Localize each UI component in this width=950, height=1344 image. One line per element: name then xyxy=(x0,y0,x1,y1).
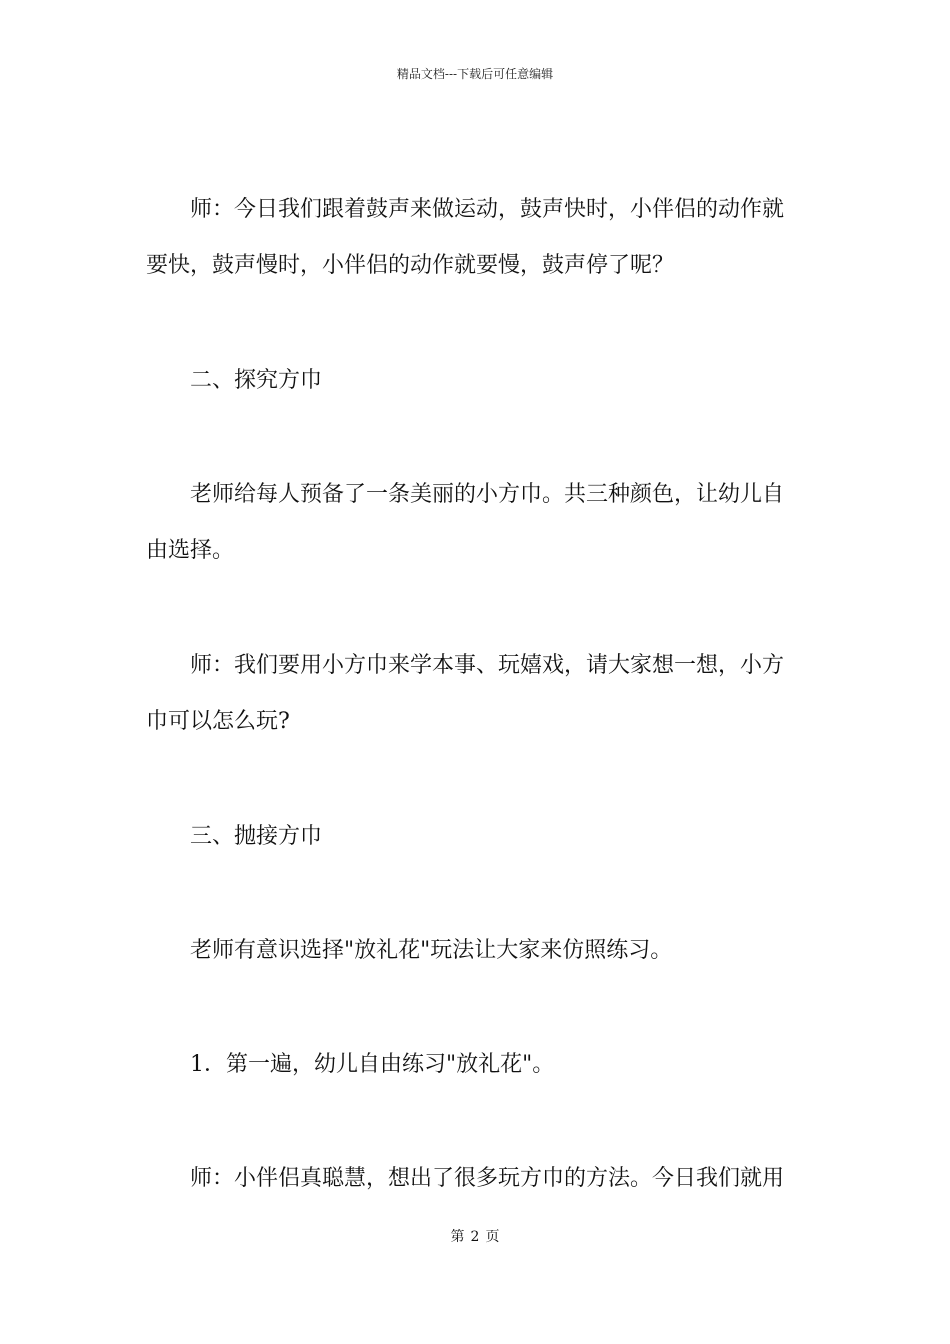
page-footer xyxy=(0,1228,950,1246)
paragraph-line: 二、探究方巾 xyxy=(190,368,323,393)
paragraph-line: 师：小伴侣真聪慧，想出了很多玩方巾的方法。今日我们就用 xyxy=(190,1166,785,1191)
page-number: 2 xyxy=(470,1229,480,1245)
paragraph-line: 老师有意识选择"放礼花"玩法让大家来仿照练习。 xyxy=(190,938,673,963)
paragraph-line: 老师给每人预备了一条美丽的小方巾。共三种颜色，让幼儿自 xyxy=(190,482,785,507)
section-heading-2 xyxy=(146,353,808,409)
paragraph-3 xyxy=(146,467,808,579)
section-heading-3 xyxy=(146,809,808,865)
paragraph-line: 1．第一遍，幼儿自由练习"放礼花"。 xyxy=(190,1052,555,1077)
paragraph-7 xyxy=(146,1037,808,1093)
paragraph-line: 三、抛接方巾 xyxy=(190,824,323,849)
paragraph-line: 要快，鼓声慢时，小伴侣的动作就要慢，鼓声停了呢？ xyxy=(146,253,675,278)
paragraph-4 xyxy=(146,638,808,750)
paragraph-line: 由选择。 xyxy=(146,538,235,563)
paragraph-line: 师：我们要用小方巾来学本事、玩嬉戏，请大家想一想，小方 xyxy=(190,653,785,678)
paragraph-1 xyxy=(146,182,808,294)
page-header: 精品文档---下载后可任意编辑 xyxy=(396,67,554,81)
paragraph-6 xyxy=(146,923,808,979)
paragraph-line: 巾可以怎么玩? xyxy=(146,709,290,734)
paragraph-line: 师：今日我们跟着鼓声来做运动，鼓声快时，小伴侣的动作就 xyxy=(190,197,785,222)
footer-prefix: 第 xyxy=(450,1229,465,1245)
paragraph-8 xyxy=(146,1151,808,1207)
footer-suffix: 页 xyxy=(485,1229,500,1245)
